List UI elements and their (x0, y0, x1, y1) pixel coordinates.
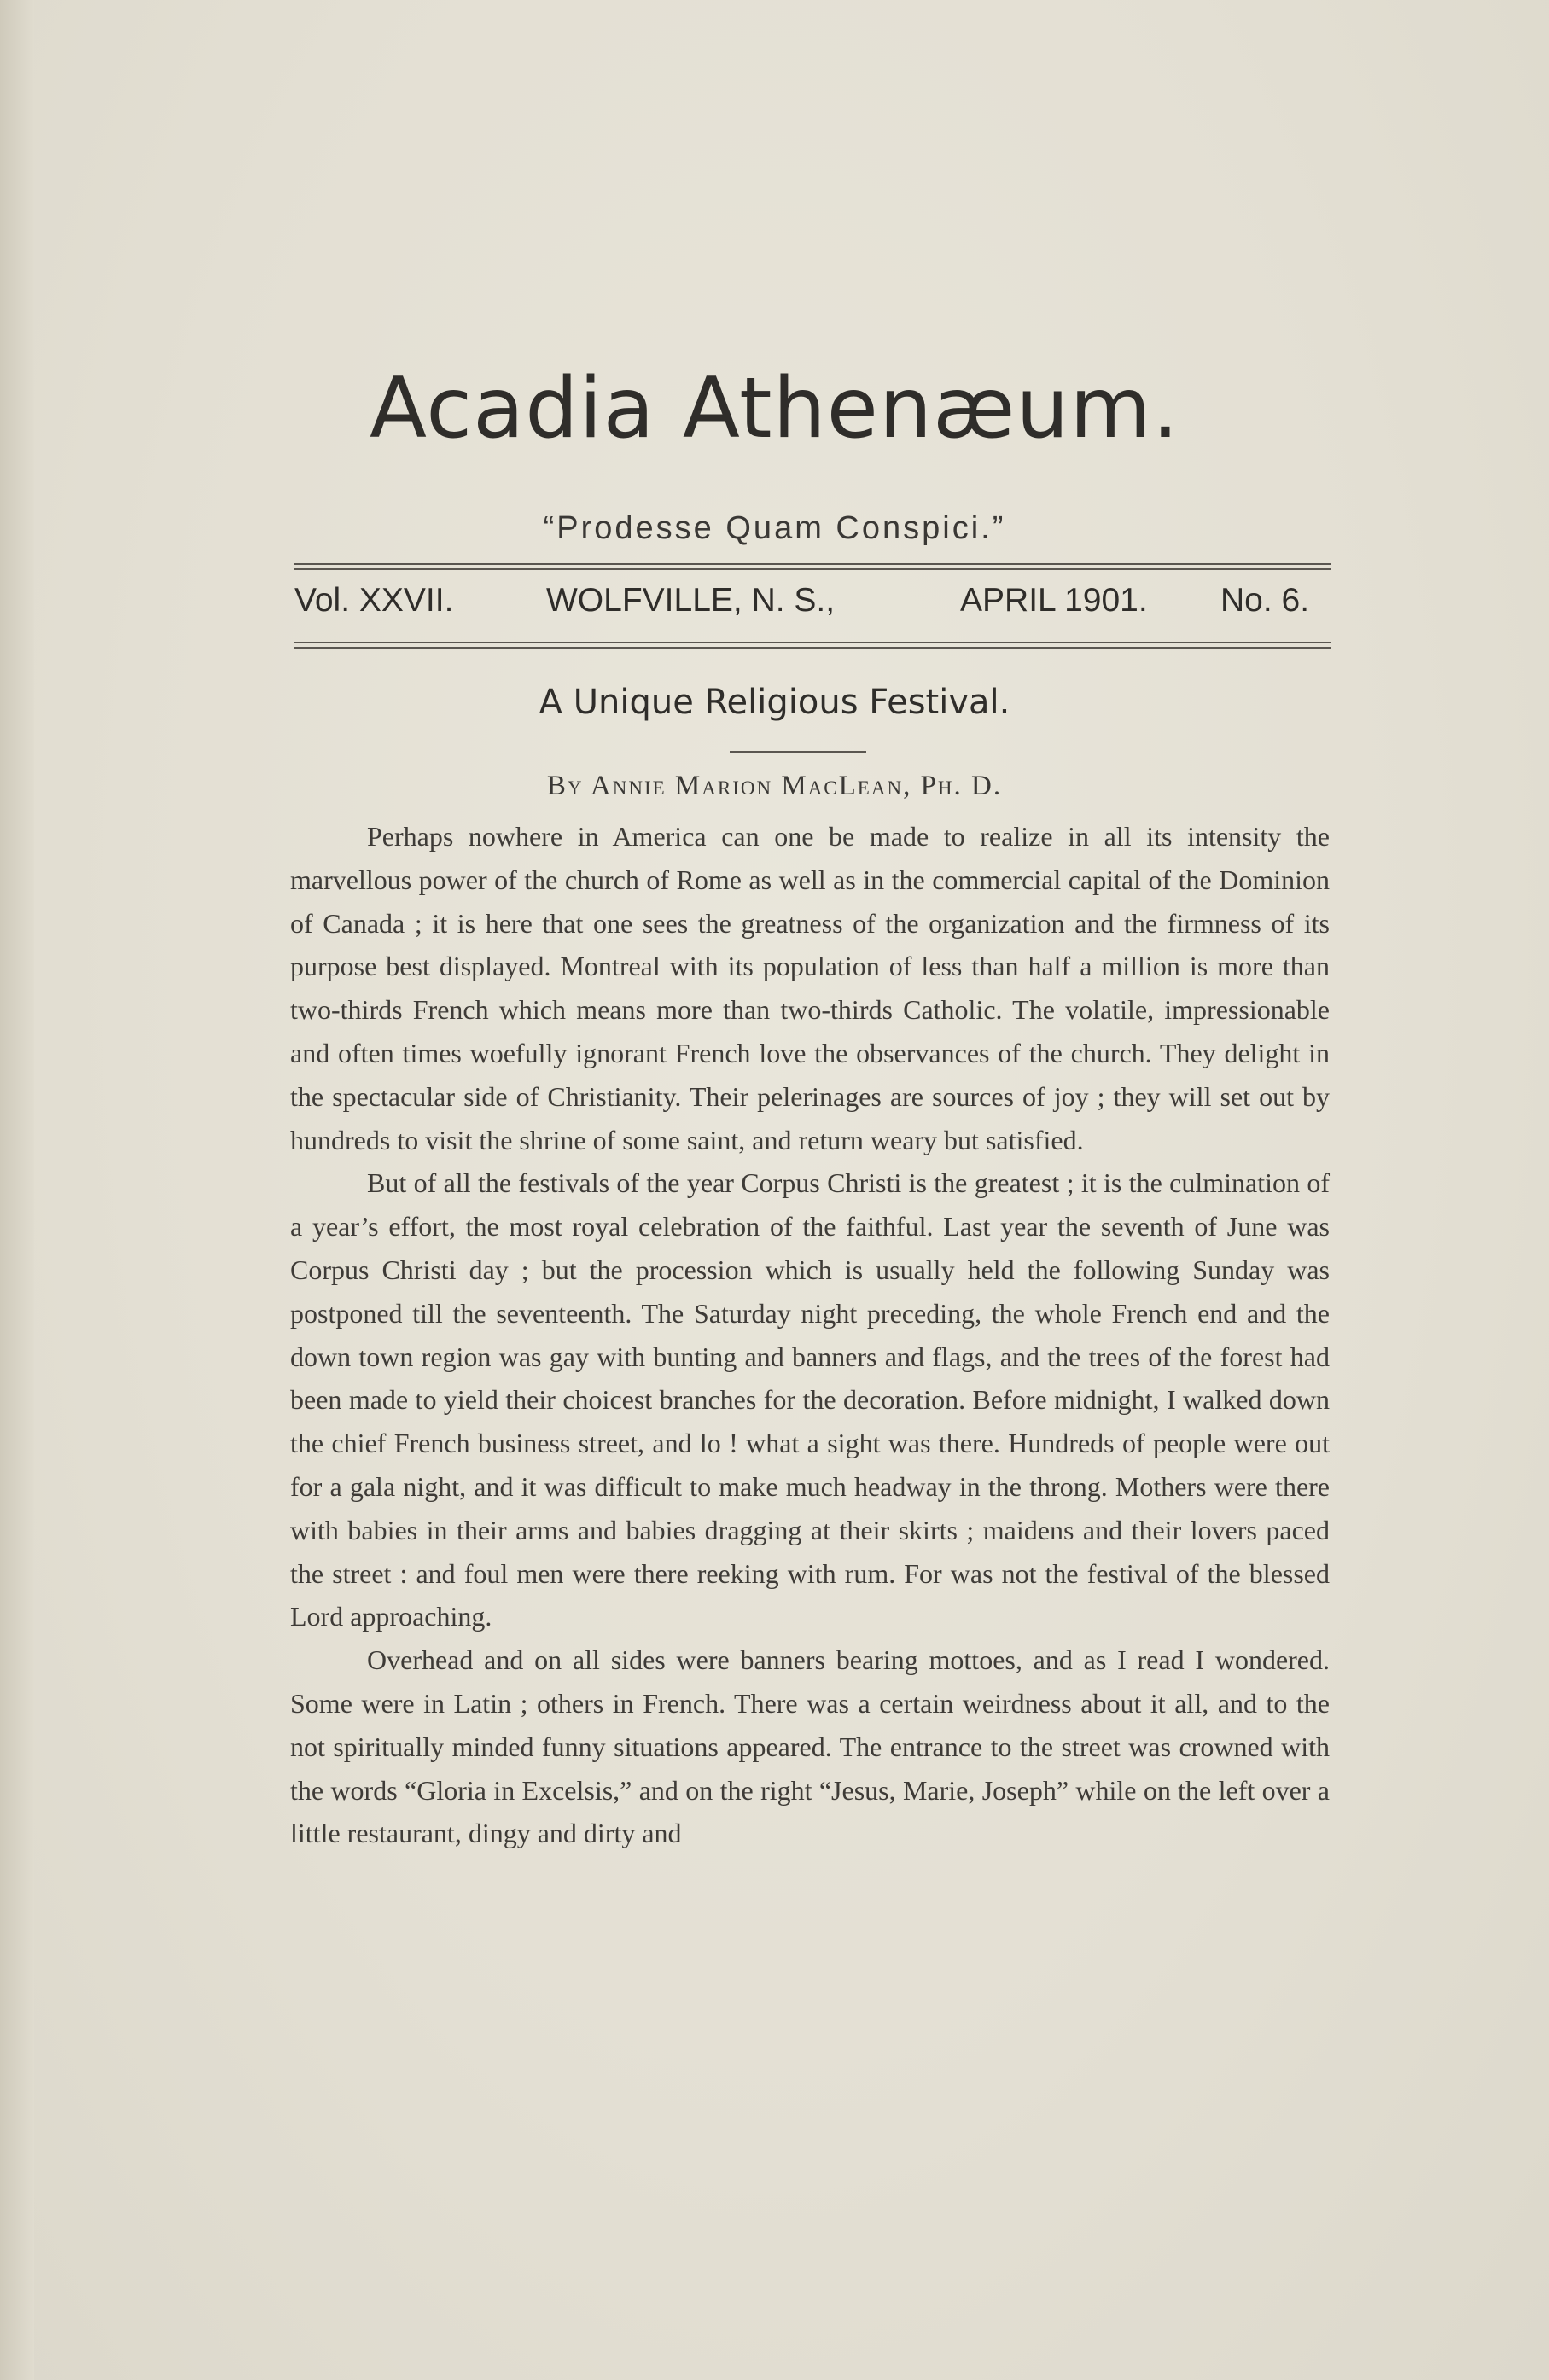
article-paragraph: Overhead and on all sides were banners bearing mottoes, and as I read I wondered. Some were in Latin ; others in French. There was a certain weirdness about it all, and to the not spiritually minded funny situations appeared. The entrance to the street was crowned with the words “Gloria in Excelsis,” and on the right “Jesus, Marie, Joseph” while on the left over a little restaurant, dingy and dirty and (290, 1644, 1330, 1849)
article-paragraph: But of all the festivals of the year Corpus Christi is the greatest ; it is the culmination of a year’s effort, the most royal celebration of the faithful. Last year the seventh of June was Corpus Christi day ; but the procession which is usually held the following Sunday was postponed till the seventeenth. The Saturday night preceding, the whole French end and the down town region was gay with bunting and banners and flags, and the trees of the forest had been made to yield their choicest branches for the decoration. Before midnight, I walked down the chief French business street, and lo ! what a sight was there. Hundreds of people were out for a gala night, and it was difficult to make much headway in the throng. Mothers were there with babies in their arms and babies dragging at their skirts ; maidens and their lovers paced the street : and foul men were there reeking with rum. For was not the festival of the blessed Lord approaching. (290, 1167, 1330, 1632)
issue-date: APRIL 1901. (960, 582, 1148, 619)
article-body (290, 815, 1330, 1855)
top-rule-upper (294, 563, 1331, 565)
top-rule-lower (294, 568, 1331, 570)
article-paragraph: Perhaps nowhere in America can one be made to realize in all its intensity the marvellous power of the church of Rome as well as in the commercial capital of the Dominion of Canada ; it is here that one sees the greatness of the organization and the firmness of its purpose best displayed. Montreal with its population of less than half a million is more than two-thirds French which means more than two-thirds Catholic. The volatile, impressionable and often times woefully ignorant French love the observances of the church. They delight in the spectacular side of Christianity. Their pelerinages are sources of joy ; they will set out by hundreds to visit the shrine of some saint, and return weary but satisfied. (290, 821, 1330, 1155)
masthead-title: Acadia Athenæum. (369, 360, 1180, 457)
masthead-motto: “Prodesse Quam Conspici.” (543, 510, 1006, 546)
issue-place: WOLFVILLE, N. S., (546, 582, 836, 619)
issue-number: No. 6. (1220, 582, 1310, 619)
bottom-rule-upper (294, 642, 1331, 643)
issue-line (294, 582, 1331, 630)
bottom-rule-lower (294, 647, 1331, 649)
binding-edge (0, 0, 34, 2380)
title-divider (730, 751, 866, 753)
issue-volume: Vol. XXVII. (294, 582, 454, 619)
article-title: A Unique Religious Festival. (539, 683, 1010, 722)
article-byline: By Annie Marion MacLean, Ph. D. (546, 771, 1003, 801)
